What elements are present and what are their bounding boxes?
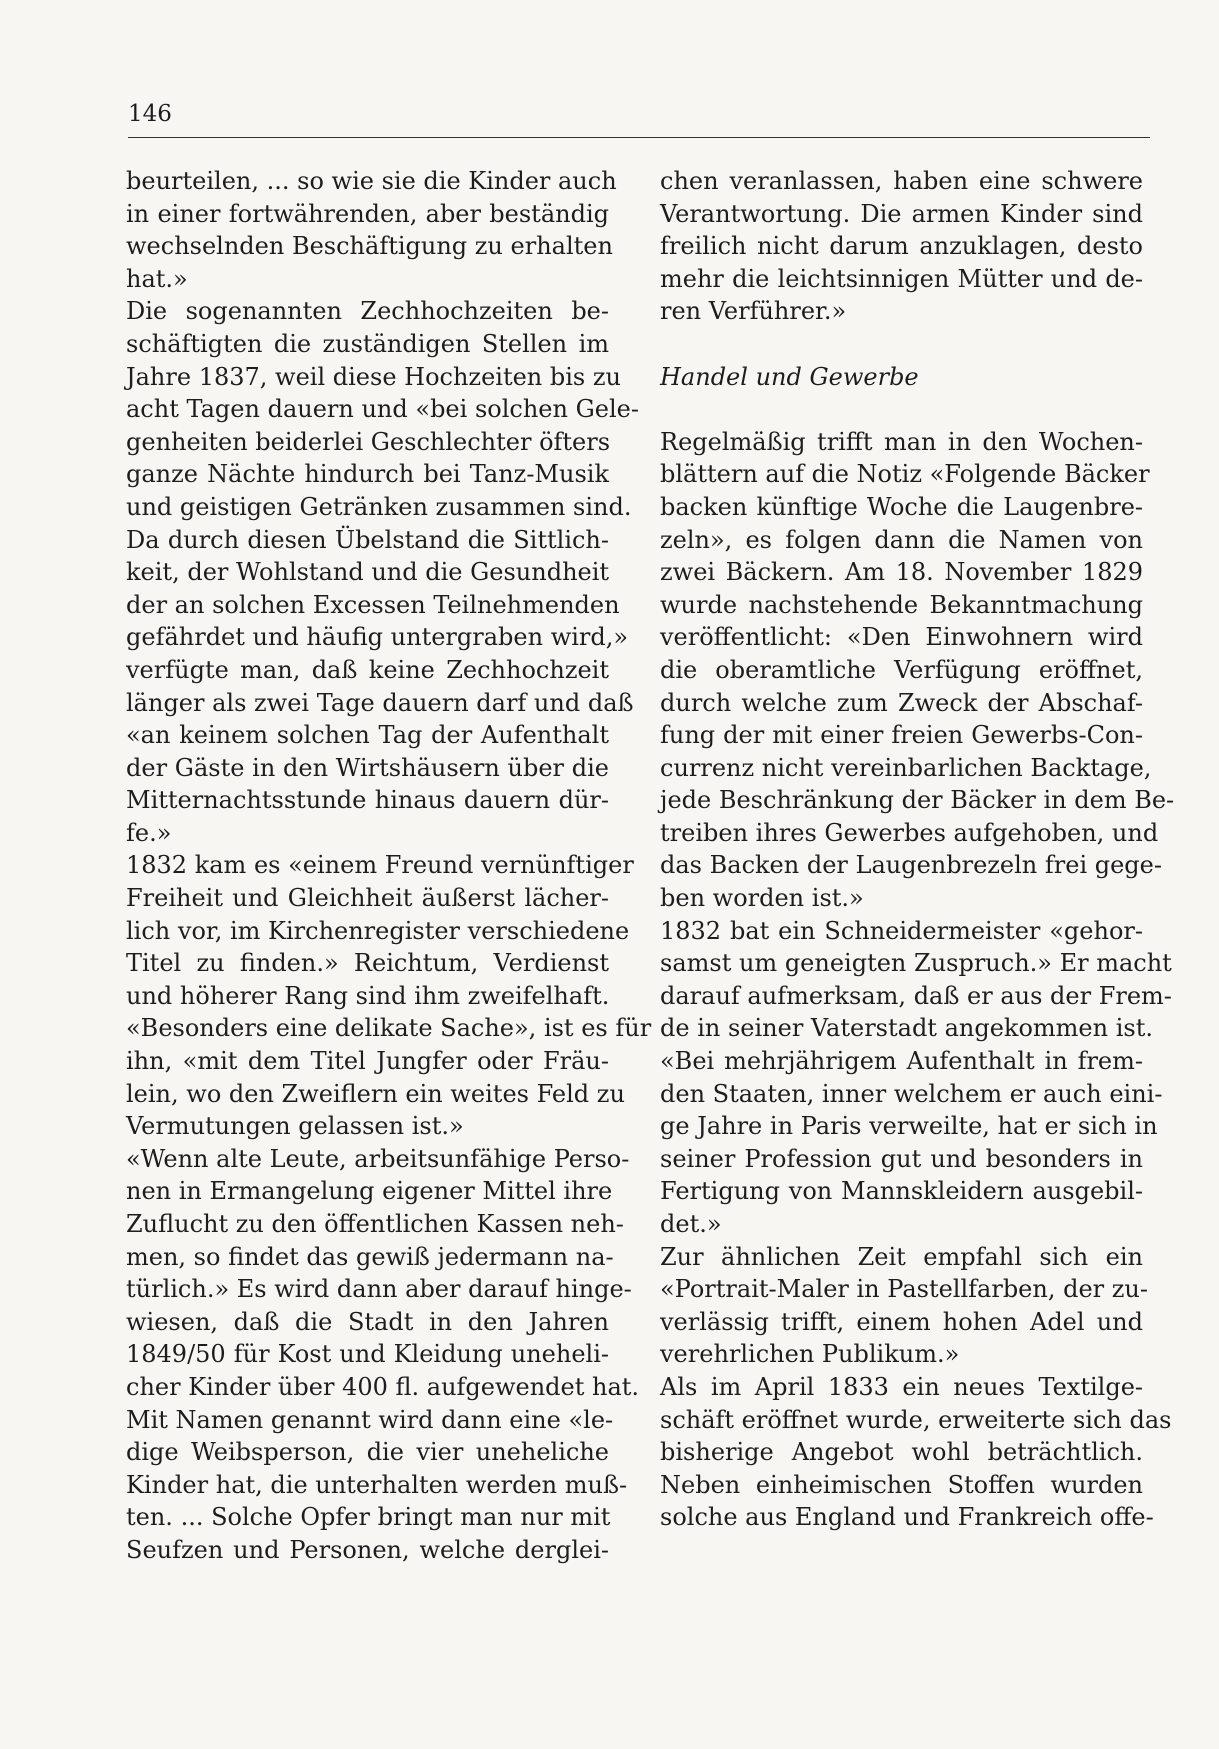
text-line: jede Beschränkung der Bäcker in dem Be- [660,786,1175,815]
paragraph-gap [660,328,1143,361]
text-line: Mitternachtsstunde hinaus dauern dür- [126,786,609,815]
text-line: veröffentlicht: «Den Einwohnern wird [660,623,1143,652]
text-line: genheiten beiderlei Geschlechter öfters [126,427,611,456]
text-line: zwei Bäckern. Am 18. November 1829 [660,558,1143,587]
text-line: ten. ... Solche Opfer bringt man nur mit [126,1503,611,1532]
text-line: den Staaten, inner welchem er auch eini- [660,1079,1163,1108]
text-line: verehrlichen Publikum.» [660,1340,960,1369]
text-line: verlässig trifft, einem hohen Adel und [660,1307,1143,1336]
text-line: cher Kinder über 400 fl. aufgewendet hat. [126,1372,640,1401]
text-line: men, so findet das gewiß jedermann na- [126,1242,614,1271]
text-line: türlich.» Es wird dann aber darauf hinge- [126,1275,632,1304]
text-line: bisherige Angebot wohl beträchtlich. [660,1438,1143,1467]
text-line: gefährdet und häufig untergraben wird,» [126,623,629,652]
text-line: dige Weibsperson, die vier uneheliche [126,1438,609,1467]
text-line: «Wenn alte Leute, arbeitsunfähige Perso- [126,1144,630,1173]
paragraph-gap [660,393,1143,426]
text-line: Zuflucht zu den öffentlichen Kassen neh- [126,1210,624,1238]
text-line: hat.» [126,264,188,293]
text-line: Seufzen und Personen, welche derglei- [126,1535,609,1564]
text-line: treiben ihres Gewerbes aufgehoben, und [660,818,1159,847]
text-line: darauf aufmerksam, daß er aus der Frem- [660,981,1172,1010]
text-line: und höherer Rang sind ihm zweifelhaft. [126,981,610,1010]
text-line: ben worden ist.» [660,884,864,913]
text-line: backen künftige Woche die Laugenbre- [660,492,1143,521]
text-line: Vermutungen gelassen ist.» [126,1112,464,1141]
text-line: nen in Ermangelung eigener Mittel ihre [126,1177,613,1206]
text-line: Da durch diesen Übelstand die Sittlich- [126,525,609,554]
text-line: chen veranlassen, haben eine schwere [660,167,1143,195]
header-rule [128,137,1150,138]
text-line: mehr die leichtsinnigen Mütter und de- [660,264,1143,293]
text-line: wiesen, daß die Stadt in den Jahren [126,1307,609,1336]
text-line: acht Tagen dauern und «bei solchen Gele- [126,395,639,424]
text-line: das Backen der Laugenbrezeln frei gege- [660,851,1162,880]
text-line: Als im April 1833 ein neues Textilge- [660,1372,1143,1401]
text-line: «Bei mehrjährigem Aufenthalt in frem- [660,1047,1143,1076]
text-line: 1849/50 für Kost und Kleidung uneheli- [126,1340,609,1369]
text-line: verfügte man, daß keine Zechhochzeit [126,655,609,684]
text-line: Jahre 1837, weil diese Hochzeiten bis zu [126,362,621,391]
text-line: «Besonders eine delikate Sache», ist es für [126,1014,652,1043]
text-line: ihn, «mit dem Titel Jungfer oder Fräu- [126,1047,609,1076]
text-line: wurde nachstehende Bekanntmachung [660,590,1143,619]
text-line: Fertigung von Mannskleidern ausgebil- [660,1177,1143,1206]
text-line: Regelmäßig trifft man in den Wochen- [660,427,1143,456]
text-line: solche aus England und Frankreich offe- [660,1503,1154,1532]
text-line: länger als zwei Tage dauern darf und daß [126,688,634,717]
text-line: Kinder hat, die unterhalten werden muß- [126,1470,628,1499]
text-line: 1832 bat ein Schneidermeister «gehor- [660,916,1143,945]
text-line: durch welche zum Zweck der Abschaf- [660,688,1143,717]
text-line: zeln», es folgen dann die Namen von [660,525,1143,554]
text-line: ge Jahre in Paris verweilte, hat er sich in [660,1112,1158,1141]
right-column [660,165,1175,1534]
text-line: «Portrait-Maler in Pastellfarben, der zu- [660,1275,1148,1304]
text-line: seiner Profession gut und besonders in [660,1144,1143,1173]
text-line: lich vor, im Kirchenregister verschiedene [126,916,630,945]
text-line: schäft eröffnet wurde, erweiterte sich das [660,1405,1172,1434]
text-line: blättern auf die Notiz «Folgende Bäcker [660,460,1150,489]
text-line: de in seiner Vaterstadt angekommen ist. [660,1014,1153,1043]
text-line: Verantwortung. Die armen Kinder sind [660,199,1143,228]
text-line: Neben einheimischen Stoffen wurden [660,1470,1143,1499]
text-line: und geistigen Getränken zusammen sind. [126,492,632,521]
page-number: 146 [128,101,172,127]
text-line: Zur ähnlichen Zeit empfahl sich ein [660,1242,1143,1271]
text-line: freilich nicht darum anzuklagen, desto [660,232,1143,261]
text-line: der an solchen Excessen Teilnehmenden [126,590,620,619]
text-line: «an keinem solchen Tag der Aufenthalt [126,721,609,750]
text-line: fung der mit einer freien Gewerbs-Con- [660,721,1143,750]
section-heading: Handel und Gewerbe [660,362,919,391]
text-line: beurteilen, ... so wie sie die Kinder auch [126,167,617,195]
text-line: keit, der Wohlstand und die Gesundheit [126,558,610,587]
text-line: in einer fortwährenden, aber beständig [126,199,609,228]
text-line: Die sogenannten Zechhochzeiten be- [126,297,609,326]
text-line: det.» [660,1210,722,1238]
text-line: Titel zu finden.» Reichtum, Verdienst [126,949,609,978]
text-line: ganze Nächte hindurch bei Tanz-Musik [126,460,609,489]
text-line: samst um geneigten Zuspruch.» Er macht [660,949,1172,978]
text-line: Mit Namen genannt wird dann eine «le- [126,1405,614,1434]
text-line: 1832 kam es «einem Freund vernünftiger [126,851,634,880]
text-line: currenz nicht vereinbarlichen Backtage, [660,753,1152,782]
text-line: die oberamtliche Verfügung eröffnet, [660,655,1143,684]
text-line: fe.» [126,818,172,847]
text-line: Freiheit und Gleichheit äußerst lächer- [126,884,609,913]
text-line: lein, wo den Zweiflern ein weites Feld zu [126,1079,625,1108]
text-line: ren Verführer.» [660,297,847,326]
text-line: schäftigten die zuständigen Stellen im [126,329,609,358]
text-line: der Gäste in den Wirtshäusern über die [126,753,609,782]
left-column [126,165,652,1567]
text-line: wechselnden Beschäftigung zu erhalten [126,232,613,261]
